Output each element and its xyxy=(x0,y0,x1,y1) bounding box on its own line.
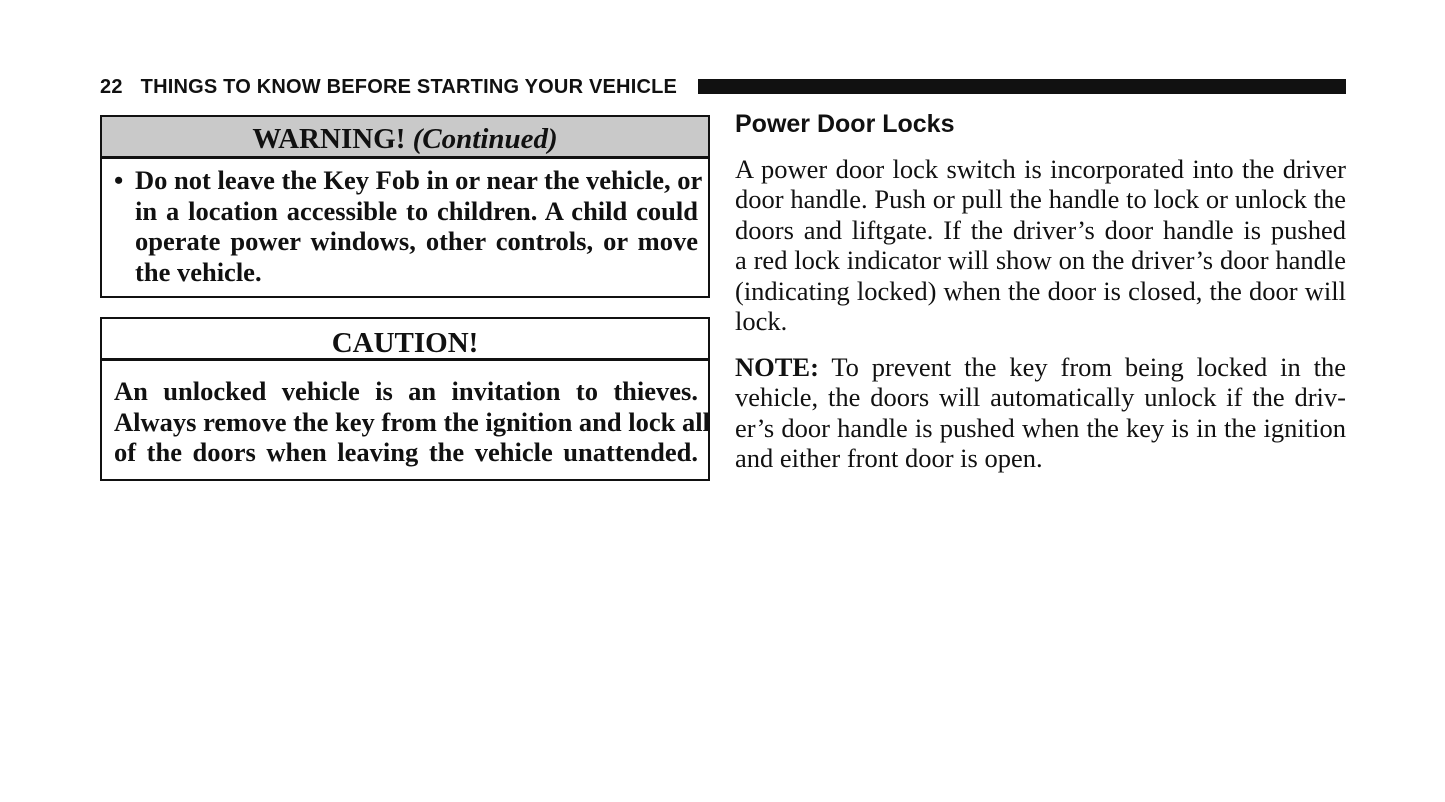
note-paragraph xyxy=(735,352,1346,474)
warning-heading xyxy=(102,117,708,159)
warning-title: WARNING! xyxy=(252,123,406,155)
warning-line: the vehicle. xyxy=(135,256,262,287)
paragraph-line: door handle. Push or pull the handle to lock or unlock the xyxy=(735,184,1346,215)
paragraph-line: a red lock indicator will show on the driver’s door handle xyxy=(735,245,1346,276)
paragraph-line: lock. xyxy=(735,306,788,337)
paragraph-line: (indicating locked) when the door is closed, the door will xyxy=(735,275,1346,306)
chapter-title: THINGS TO KNOW BEFORE STARTING YOUR VEHICLE xyxy=(140,76,678,98)
section-paragraph xyxy=(735,154,1346,336)
warning-line: in a location accessible to children. A child could xyxy=(135,195,698,226)
caution-line: Always remove the key from the ignition and lock all xyxy=(114,406,710,437)
section-title: Power Door Locks xyxy=(735,110,955,138)
caution-line: An unlocked vehicle is an invitation to thieves. xyxy=(114,376,698,406)
warning-continued: (Continued) xyxy=(412,123,558,155)
warning-box xyxy=(100,115,710,298)
caution-line: of the doors when leaving the vehicle unattended. xyxy=(114,437,698,467)
bullet-icon: • xyxy=(114,165,124,195)
warning-line: operate power windows, other controls, or move xyxy=(135,226,698,256)
warning-body xyxy=(102,159,708,287)
note-line: vehicle, the doors will automatically unlock if the driv- xyxy=(735,382,1346,413)
running-header xyxy=(100,76,677,99)
note-label: NOTE: xyxy=(735,352,819,382)
caution-body xyxy=(102,361,708,468)
page-number: 22 xyxy=(100,76,123,98)
caution-box xyxy=(100,317,710,481)
paragraph-line: doors and liftgate. If the driver’s door handle is pushed xyxy=(735,214,1346,245)
warning-line: • Do not leave the Key Fob in or near the vehicle, or xyxy=(114,165,703,195)
caution-title: CAUTION! xyxy=(102,319,708,361)
note-line: NOTE: To prevent the key from being locked in the xyxy=(735,352,1346,382)
paragraph-line: A power door lock switch is incorporated into the driver xyxy=(735,154,1346,184)
note-line: and either front door is open. xyxy=(735,443,1043,474)
header-rule xyxy=(698,79,1346,94)
note-line: er’s door handle is pushed when the key is in the ignition xyxy=(735,412,1346,443)
